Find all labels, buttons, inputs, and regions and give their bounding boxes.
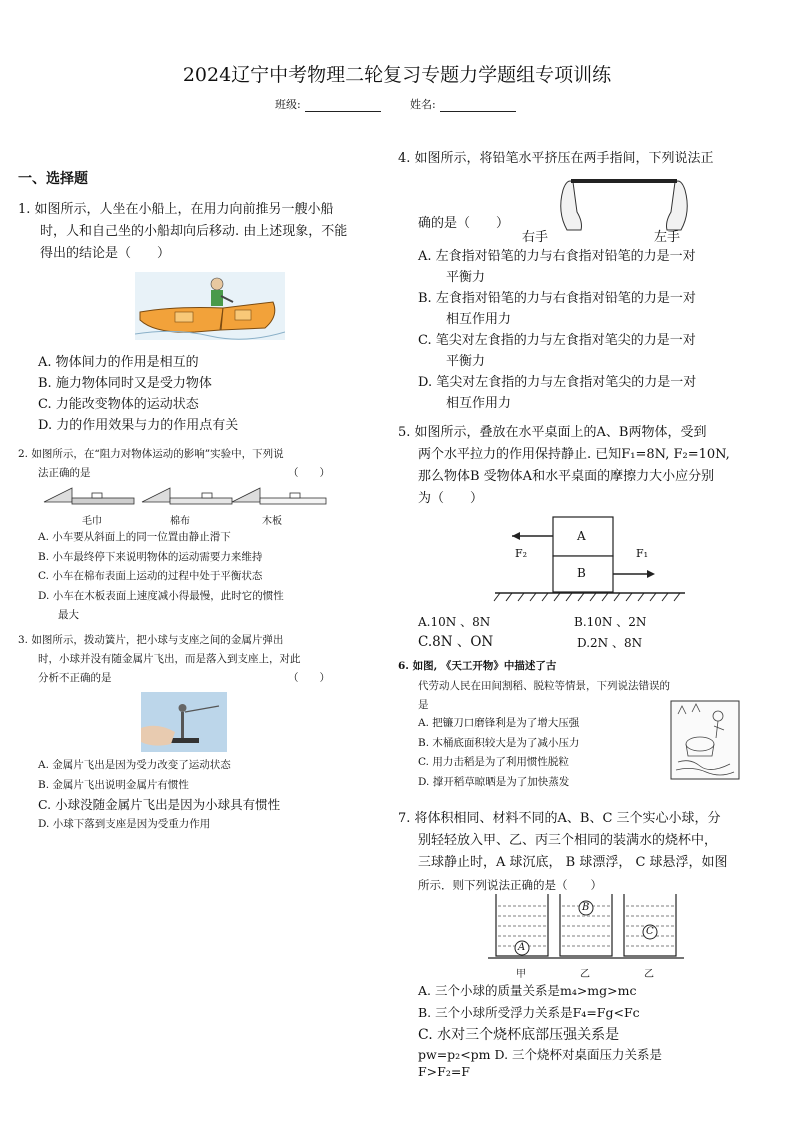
fig-label-left-hand: 左手 [654,230,681,245]
fig-label-f2: F₂ [515,547,528,560]
option-a[interactable]: A. 三个小球的质量关系是m₄>mg>mc [418,983,637,998]
beaker-label-bing: 乙 [644,969,654,980]
fig-label-cotton: 棉布 [170,516,190,527]
option-b[interactable]: B. 三个小球所受浮力关系是F₄=Fg<Fc [418,1005,640,1020]
option-c[interactable]: C. 小球没随金属片飞出是因为小球具有惯性 [38,797,281,812]
question-3-line: 3. 如图所示，拨动簧片，把小球与支座之间的金属片弹出 [18,634,284,646]
question-5-line: 为（ ） [418,491,484,506]
option-c-wrap [418,632,493,652]
question-3-line: 时，小球并没有随金属片飞出，而是落入到支座上，对此 [38,653,301,665]
question-5-line: 两个水平拉力的作用保持静止. 已知F₁=8N, F₂=10N, [418,447,730,462]
question-6-options [418,714,579,792]
question-2-line: 2. 如图所示，在“阻力对物体运动的影响”实验中，下列说 [18,448,284,460]
question-5-line: 5. 如图所示，叠放在水平桌面上的A、B两物体，受到 [398,425,707,440]
fig-label-block-a: A [577,529,586,543]
option-a[interactable]: A. 金属片飞出是因为受力改变了运动状态 [38,759,231,771]
question-6-line: 代劳动人民在田间割稻、脱粒等情景，下列说法错误的 [418,679,670,692]
option-d[interactable]: D. 小车在木板表面上速度减小得最慢，此时它的惯性 [38,589,284,602]
question-5-options-row-1 [418,612,490,632]
name-field [410,96,516,112]
option-a[interactable]: A.10N 、8N [418,615,491,629]
question-7-line: 所示．则下列说法正确的是（ ） [418,878,602,892]
option-a[interactable]: A. 物体间力的作用是相互的 [38,355,199,370]
option-b-continued: 相互作用力 [446,312,512,327]
name-blank [440,99,516,112]
question-7-line: 别轻轻放入甲、乙、丙三个相同的装满水的烧杯中， [418,833,718,848]
option-b[interactable]: B. 小车最终停下来说明物体的运动需要力来维持 [38,550,263,563]
option-d[interactable]: D.2N 、8N [577,636,643,650]
fig-label-block-b: B [577,566,586,580]
tiangong-kaiwu-figure [670,700,740,780]
option-c[interactable]: C. 笔尖对左食指的力与左食指对笔尖的力是一对 [418,333,696,348]
fig-label-right-hand: 右手 [522,230,549,245]
pencil-fingers-figure [553,172,695,234]
option-a[interactable]: A. 把镰刀口磨锋利是为了增大压强 [418,717,580,729]
option-a[interactable]: A. 左食指对铅笔的力与右食指对铅笔的力是一对 [418,249,696,264]
option-d[interactable]: D. 笔尖对左食指的力与左食指对笔尖的力是一对 [418,375,697,390]
fig-label-board: 木板 [262,516,282,527]
question-2-answer-blank: （ ） [288,467,330,479]
question-7 [398,808,728,896]
question-1-line: 得出的结论是（ ） [40,246,171,261]
option-b[interactable]: B. 左食指对铅笔的力与右食指对铅笔的力是一对 [418,291,696,306]
inertia-ball-figure [141,692,227,752]
option-c[interactable]: C. 水对三个烧杯底部压强关系是 [418,1027,620,1043]
question-2-options [38,528,284,626]
question-3-line: 分析不正确的是 [38,672,112,684]
question-1-options [38,352,238,436]
section-title: 一、选择题 [18,171,88,187]
question-1-line: 1. 如图所示，人坐在小船上，在用力向前推另一艘小船 [18,202,334,217]
class-label: 班级: [275,98,301,111]
question-1 [18,199,347,265]
fig-label-towel: 毛巾 [82,516,102,527]
option-d-continued: F>F₂=F [418,1064,470,1079]
option-c[interactable]: C. 力能改变物体的运动状态 [38,397,199,412]
option-a-continued: 平衡力 [446,270,486,285]
option-b[interactable]: B. 木桶底面积较大是为了减小压力 [418,736,580,749]
question-4-line: 4. 如图所示，将铅笔水平挤压在两手指间，下列说法正 [398,151,714,166]
question-4-line: 确的是（ ） [418,216,510,231]
boat-figure [135,272,285,340]
option-c-continued-and-d[interactable]: pw=p₂<pm D. 三个烧杯对桌面压力关系是 [418,1047,663,1062]
question-7-line: 7. 将体积相同、材料不同的A、B、C 三个实心小球，分 [398,811,721,826]
question-2 [18,445,284,483]
class-field [275,96,381,112]
fig-label-f1: F₁ [636,547,649,560]
question-7-line: 三球静止时，A 球沉底， B 球漂浮， C 球悬浮，如图 [418,855,728,870]
option-c[interactable]: C.8N 、ON [418,634,494,650]
question-6-line: 是 [418,699,429,711]
option-d-continued: 最大 [58,609,79,621]
beaker-label-yi: 乙 [580,969,590,980]
option-b[interactable]: B. 金属片飞出说明金属片有惯性 [38,778,189,791]
option-a[interactable]: A. 小车要从斜面上的同一位置由静止滑下 [38,531,231,543]
option-c[interactable]: C. 用力击稻是为了利用惯性脱粒 [418,756,569,768]
question-4-options [418,246,696,414]
option-d[interactable]: D. 撑开稻草晾晒是为了加快蒸发 [418,775,570,788]
option-d[interactable]: D. 力的作用效果与力的作用点有关 [38,418,239,433]
beaker-label-jia: 甲 [516,969,526,980]
question-3 [18,631,301,688]
ball-label-a: A [518,942,526,953]
option-b[interactable]: B. 施力物体同时又是受力物体 [38,376,212,391]
friction-ramp-figure [42,484,332,514]
option-c-continued: 平衡力 [446,354,486,369]
question-5 [398,422,730,510]
question-7-options [418,980,662,1080]
question-2-line: 法正确的是 [38,467,91,479]
question-4 [398,148,714,170]
option-b-wrap [574,612,646,632]
class-blank [305,99,381,112]
question-5-line: 那么物体B 受物体A和水平桌面的摩擦力大小应分别 [418,469,715,484]
page-title: 2024辽宁中考物理二轮复习专题力学题组专项训练 [182,64,612,86]
question-6-line: 6. 如图, 《天工开物》中描述了古 [398,660,557,672]
option-d[interactable]: D. 小球下落到支座是因为受重力作用 [38,817,211,830]
option-c[interactable]: C. 小车在棉布表面上运动的过程中处于平衡状态 [38,570,263,582]
question-3-answer-blank: （ ） [288,672,330,684]
name-label: 姓名: [410,98,436,111]
option-d-wrap [577,633,642,653]
ball-label-b: B [582,902,590,913]
question-3-options [38,756,280,834]
option-b[interactable]: B.10N 、2N [574,615,647,629]
ball-label-c: C [646,926,654,937]
question-6 [398,657,670,716]
option-d-continued: 相互作用力 [446,396,512,411]
question-1-line: 时，人和自己坐的小船却向后移动. 由上述现象，不能 [40,224,348,239]
